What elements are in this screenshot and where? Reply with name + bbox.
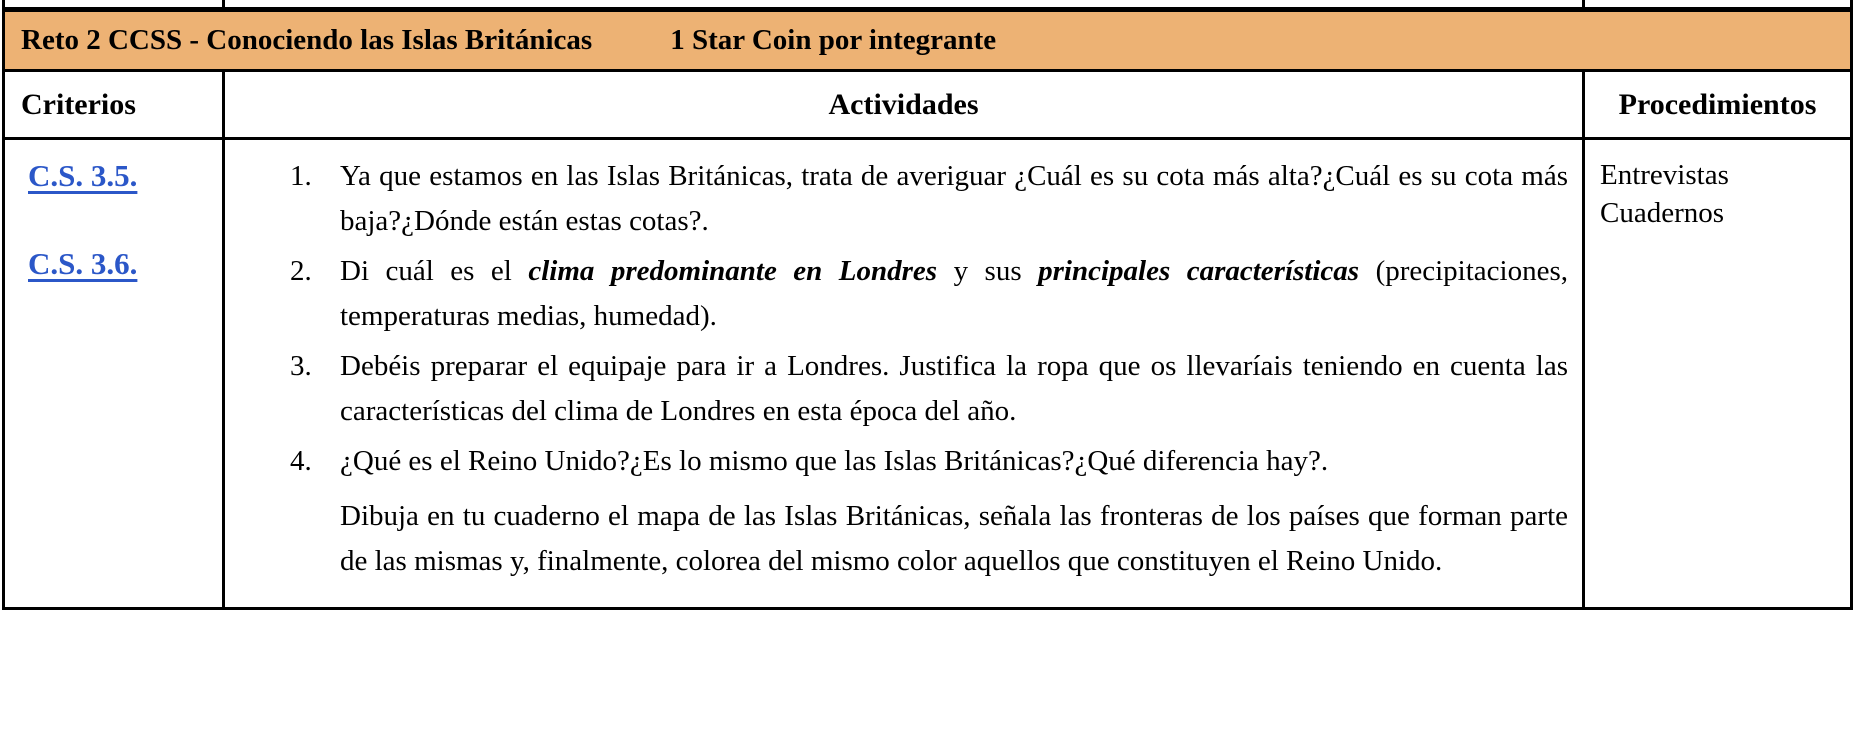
criteria-link[interactable]: C.S. 3.6. bbox=[28, 246, 138, 281]
procedure-item: Cuadernos bbox=[1600, 197, 1725, 229]
closing-paragraph: Dibuja en tu cuaderno el mapa de las Islas Británicas, señala las fronteras de los países que forman parte de las mismas y, finalmente, colorea del mismo color aquellos que constituyen el Reino Unido. bbox=[340, 500, 1568, 577]
header-actividades: Actividades bbox=[225, 72, 1585, 137]
column-header-row bbox=[5, 72, 1850, 140]
activity-number: 1. bbox=[290, 160, 312, 192]
activity-item bbox=[290, 439, 1568, 484]
activity-item bbox=[290, 154, 1568, 244]
activity-number: 3. bbox=[290, 350, 312, 382]
activity-item bbox=[290, 344, 1568, 434]
previous-row-sliver bbox=[5, 0, 1850, 7]
activity-number: 4. bbox=[290, 445, 312, 477]
activity-text: ¿Qué es el Reino Unido?¿Es lo mismo que las Islas Británicas?¿Qué diferencia hay?. bbox=[340, 445, 1329, 477]
activity-text: Ya que estamos en las Islas Británicas, trata de averiguar ¿Cuál es su cota más alta?¿Cuál es su cota más baja?¿Dónde están estas cotas?. bbox=[340, 160, 1568, 237]
previous-row-cell-2 bbox=[225, 0, 1585, 7]
challenge-banner bbox=[5, 7, 1850, 72]
criteria-cell bbox=[5, 140, 225, 607]
activity-text: Debéis preparar el equipaje para ir a Londres. Justifica la ropa que os llevaríais teniendo en cuenta las características del clima de Londres en esta época del año. bbox=[340, 350, 1568, 427]
activity-text: Di cuál es el clima predominante en Londres y sus principales características (precipitaciones, temperaturas medias, humedad). bbox=[340, 255, 1568, 332]
rubric-table bbox=[2, 0, 1853, 610]
activity-number: 2. bbox=[290, 255, 312, 287]
activities-list bbox=[290, 154, 1568, 484]
table-row bbox=[5, 140, 1850, 610]
activities-cell bbox=[225, 140, 1585, 607]
procedures-cell bbox=[1585, 140, 1850, 607]
previous-row-cell-1 bbox=[5, 0, 225, 7]
challenge-reward: 1 Star Coin por integrante bbox=[670, 24, 997, 56]
header-criterios: Criterios bbox=[5, 72, 225, 137]
challenge-title: Reto 2 CCSS - Conociendo las Islas Británicas bbox=[21, 24, 593, 56]
header-procedimientos: Procedimientos bbox=[1618, 87, 1817, 121]
criteria-link[interactable]: C.S. 3.5. bbox=[28, 158, 138, 193]
activity-item bbox=[290, 249, 1568, 339]
procedure-item: Entrevistas bbox=[1600, 159, 1729, 191]
previous-row-cell-3 bbox=[1585, 0, 1850, 7]
